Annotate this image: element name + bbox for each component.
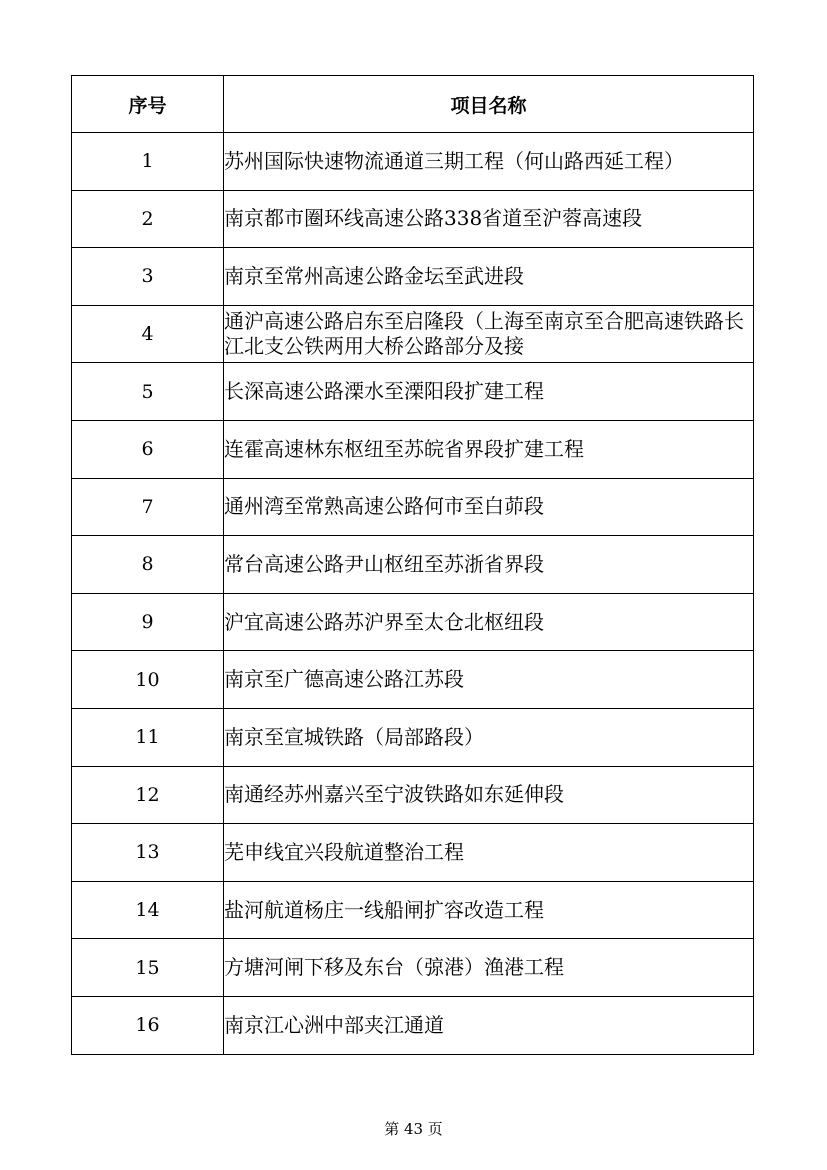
row-number: 1 — [72, 133, 224, 191]
table-row — [72, 305, 754, 363]
row-project-name — [224, 708, 754, 766]
row-number: 11 — [72, 708, 224, 766]
row-number: 13 — [72, 824, 224, 882]
table-row — [72, 939, 754, 997]
row-project-name-text: 苏州国际快速物流通道三期工程（何山路西延工程） — [224, 148, 684, 173]
row-project-name-text: 通沪高速公路启东至启隆段（上海至南京至合肥高速铁路长江北支公铁两用大桥公路部分及接 — [224, 309, 744, 359]
project-table — [71, 75, 754, 1055]
table-row — [72, 766, 754, 824]
row-project-name-text: 南京江心洲中部夹江通道 — [224, 1012, 444, 1037]
row-number: 3 — [72, 248, 224, 306]
row-project-name-text: 沪宜高速公路苏沪界至太仓北枢纽段 — [224, 609, 544, 634]
row-number: 14 — [72, 881, 224, 939]
row-project-name-text: 方塘河闸下移及东台（弶港）渔港工程 — [224, 955, 564, 980]
table-row — [72, 593, 754, 651]
table-row — [72, 536, 754, 594]
row-project-name-text: 通州湾至常熟高速公路何市至白茆段 — [224, 494, 544, 519]
row-project-name — [224, 190, 754, 248]
row-project-name-text: 南京至广德高速公路江苏段 — [224, 667, 464, 692]
row-number: 15 — [72, 939, 224, 997]
row-project-name-text: 南通经苏州嘉兴至宁波铁路如东延伸段 — [224, 782, 564, 807]
table-row — [72, 824, 754, 882]
row-number: 8 — [72, 536, 224, 594]
page-number: 第 43 页 — [384, 1120, 443, 1138]
row-number: 7 — [72, 478, 224, 536]
header-serial: 序号 — [72, 76, 224, 133]
row-project-name-text: 南京至宣城铁路（局部路段） — [224, 724, 484, 749]
table-row — [72, 651, 754, 709]
row-number: 5 — [72, 363, 224, 421]
table-row — [72, 248, 754, 306]
row-project-name — [224, 824, 754, 882]
row-project-name-text: 南京至常州高速公路金坛至武进段 — [224, 263, 524, 288]
table-header-row — [72, 76, 754, 133]
row-project-name-text: 南京都市圈环线高速公路338省道至沪蓉高速段 — [224, 206, 643, 231]
row-number: 12 — [72, 766, 224, 824]
table-row — [72, 363, 754, 421]
row-project-name — [224, 536, 754, 594]
row-project-name — [224, 881, 754, 939]
table-row — [72, 996, 754, 1054]
row-number: 10 — [72, 651, 224, 709]
table-row — [72, 190, 754, 248]
row-project-name — [224, 939, 754, 997]
table-row — [72, 708, 754, 766]
row-project-name — [224, 248, 754, 306]
table-row — [72, 133, 754, 191]
row-project-name — [224, 305, 754, 363]
row-number: 4 — [72, 305, 224, 363]
row-project-name — [224, 420, 754, 478]
row-project-name — [224, 478, 754, 536]
row-project-name-text: 盐河航道杨庄一线船闸扩容改造工程 — [224, 897, 544, 922]
row-project-name-text: 芜申线宜兴段航道整治工程 — [224, 839, 464, 864]
row-project-name-text: 长深高速公路溧水至溧阳段扩建工程 — [224, 379, 544, 404]
row-project-name — [224, 996, 754, 1054]
header-project-name: 项目名称 — [224, 76, 754, 133]
table-row — [72, 478, 754, 536]
row-number: 9 — [72, 593, 224, 651]
table-row — [72, 881, 754, 939]
row-number: 6 — [72, 420, 224, 478]
row-project-name — [224, 766, 754, 824]
row-project-name — [224, 363, 754, 421]
table-row — [72, 420, 754, 478]
row-project-name-text: 连霍高速林东枢纽至苏皖省界段扩建工程 — [224, 436, 584, 461]
row-project-name — [224, 651, 754, 709]
row-project-name-text: 常台高速公路尹山枢纽至苏浙省界段 — [224, 551, 544, 576]
row-project-name — [224, 593, 754, 651]
row-number: 2 — [72, 190, 224, 248]
row-number: 16 — [72, 996, 224, 1054]
row-project-name — [224, 133, 754, 191]
